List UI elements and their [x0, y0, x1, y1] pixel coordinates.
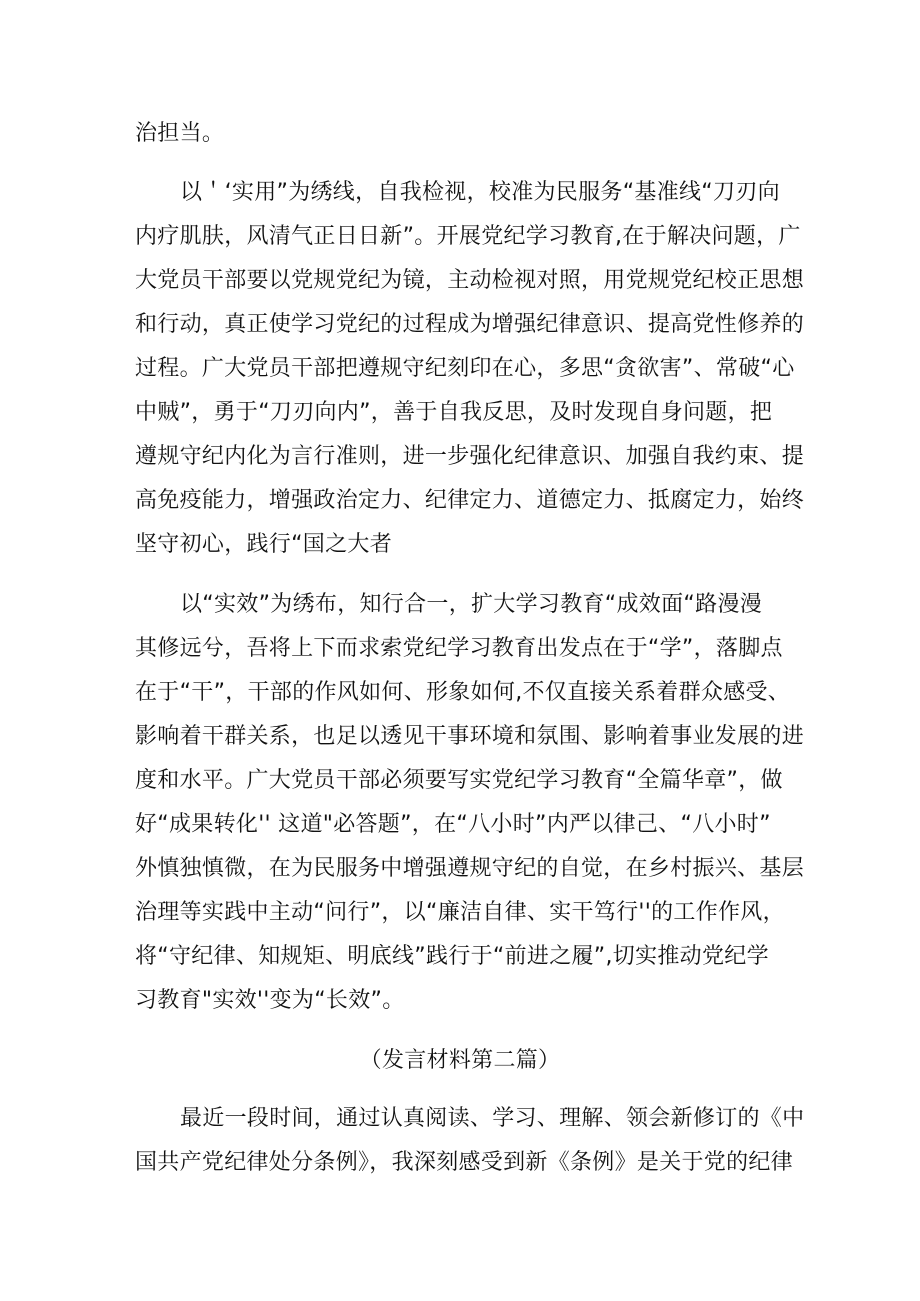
paragraph-line: 治理等实践中主动“问行”，以“廉洁自律、实干笃行''的工作作风， [135, 900, 785, 925]
paragraph-line: 将“守纪律、知规矩、明底线”践行于“前进之履”,切实推动党纪学 [135, 944, 769, 969]
paragraph-line: 在于“干”，干部的作风如何、形象如何,不仅直接关系着群众感受、 [135, 680, 791, 705]
paragraph-line: 中贼”，勇于“刀刃向内”，善于自我反思，及时发现自身问题，把 [135, 400, 773, 425]
paragraph-line: 国共产党纪律处分条例》，我深刻感受到新《条例》是关于党的纪律 [135, 1150, 794, 1175]
paragraph-line: 最近一段时间，通过认真阅读、学习、理解、领会新修订的《中 [180, 1106, 805, 1131]
paragraph-line: 坚守初心，践行“国之大者 [135, 532, 392, 557]
paragraph-line: 影响着干群关系，也足以透见干事环境和氛围、影响着事业发展的进 [135, 724, 805, 749]
paragraph-line: 遵规守纪内化为言行准则，进一步强化纪律意识、加强自我约束、提 [135, 444, 805, 469]
paragraph-line: 其修远兮，吾将上下而求索党纪学习教育出发点在于“学”，落脚点 [135, 636, 783, 661]
paragraph-line: 和行动，真正使学习党纪的过程成为增强纪律意识、提高党性修养的 [135, 312, 805, 337]
paragraph-line: 好“成果转化'' 这道"必答题”，在“八小时”内严以律己、“八小时” [135, 812, 771, 837]
paragraph-line: 以“实效”为绣布，知行合一，扩大学习教育“成效面“路漫漫 [180, 592, 762, 617]
paragraph-line: 习教育"实效''变为“长效”。 [135, 988, 405, 1013]
opening-line: 治担当。 [135, 121, 225, 146]
paragraph-line: 大党员干部要以党规党纪为镜，主动检视对照，用党规党纪校正思想 [135, 268, 805, 293]
paragraph-line: 度和水平。广大党员干部必须要写实党纪学习教育“全篇华章”，做 [135, 768, 783, 793]
paragraph-line: 以＇‘实用”为绣线，自我检视，校准为民服务“基准线“刀刃向 [180, 180, 780, 205]
paragraph-line: 外慎独慎微，在为民服务中增强遵规守纪的自觉，在乡村振兴、基层 [135, 856, 805, 881]
section-heading: （发言材料第二篇） [359, 1048, 561, 1073]
paragraph-line: 内疗肌肤，风清气正日日新”。开展党纪学习教育,在于解决问题，广 [135, 224, 801, 249]
paragraph-line: 高免疫能力，增强政治定力、纪律定力、道德定力、抵腐定力，始终 [135, 488, 805, 513]
paragraph-line: 过程。广大党员干部把遵规守纪刻印在心，多思“贪欲害”、常破“心 [135, 356, 795, 381]
